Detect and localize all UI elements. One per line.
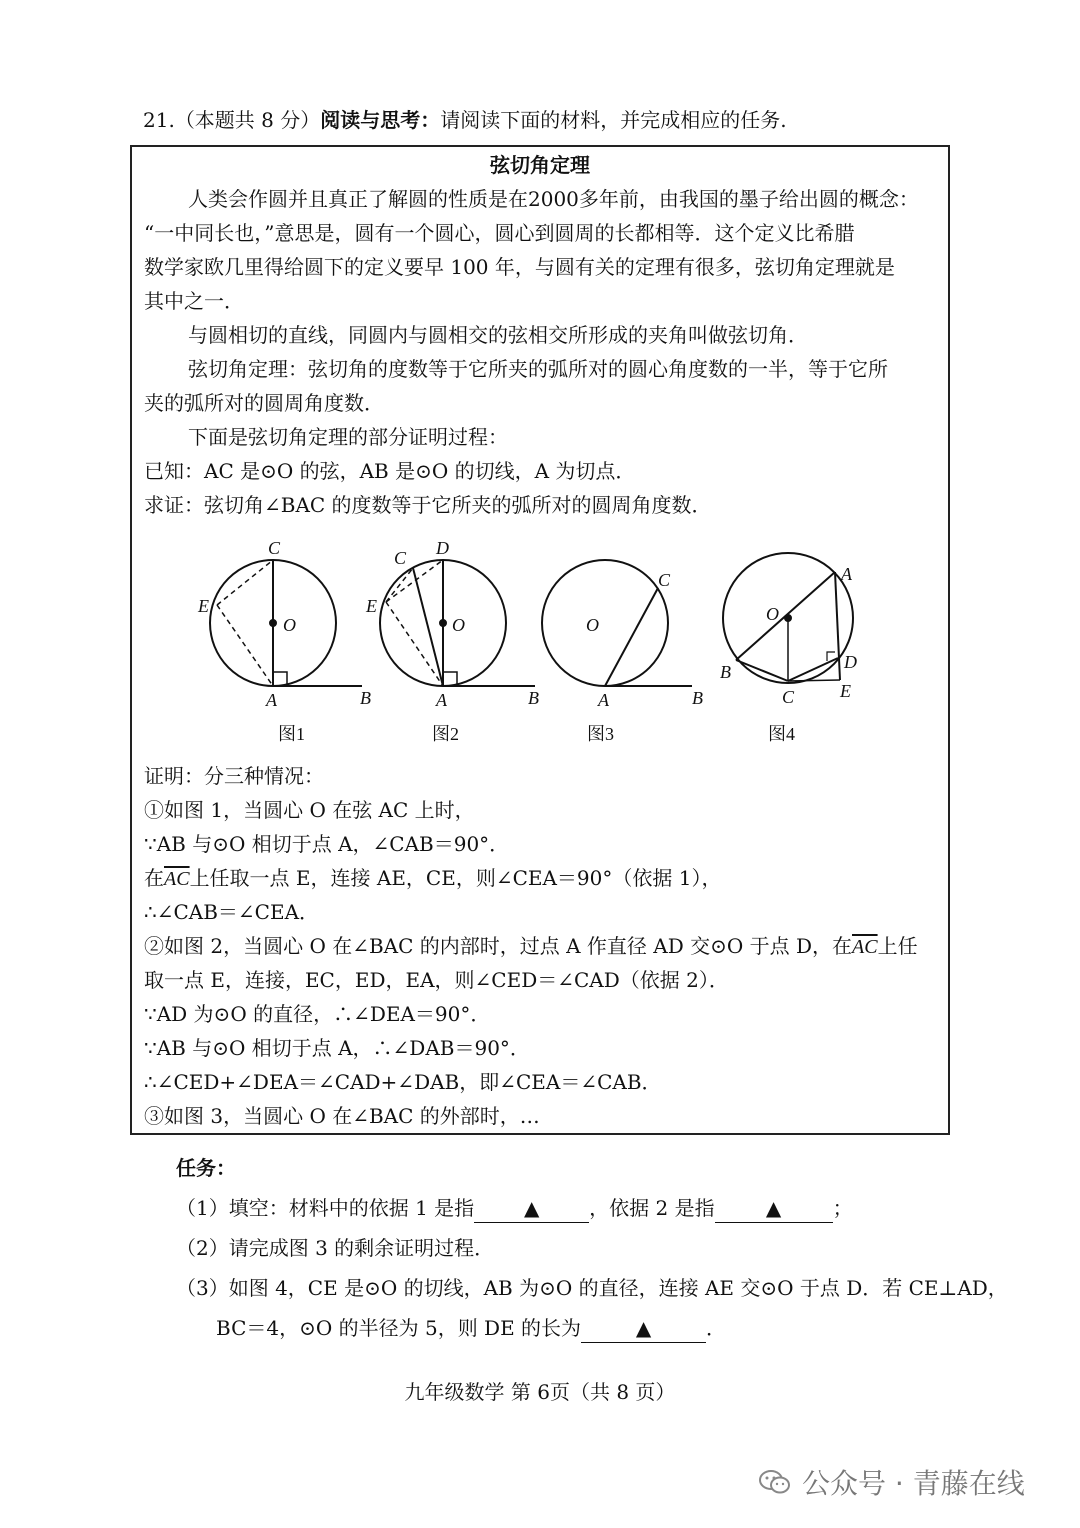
fig2-label-c: C xyxy=(394,548,407,568)
case1-line4: ∴∠CAB＝∠CEA． xyxy=(144,900,320,924)
case3-line1: ③如图 3，当圆心 O 在∠BAC 的外部时，… xyxy=(144,1104,540,1128)
task3-text-b: ． xyxy=(706,1316,727,1340)
fig2-label-b: B xyxy=(528,688,539,708)
para1-line4: 其中之一． xyxy=(144,289,244,313)
case2-line1-b: 上任 xyxy=(877,934,918,958)
fig2-label-a: A xyxy=(436,690,447,710)
question-instruction: 请阅读下面的材料，并完成相应的任务. xyxy=(440,108,787,132)
case2-arc: $\overline{AC}$ xyxy=(852,936,878,958)
fig4-label-o: O xyxy=(766,604,779,624)
fig1-label-a: A xyxy=(266,690,277,710)
case2-line1-a: ②如图 2，当圆心 O 在∠BAC 的内部时，过点 A 作直径 AD 交⊙O 于点 D，在 xyxy=(144,934,853,958)
fig3-label-c: C xyxy=(658,570,671,590)
task3-text-a: BC＝4，⊙O 的半径为 5，则 DE 的长为 xyxy=(216,1316,582,1340)
fig2-ea xyxy=(386,602,443,686)
wechat-icon xyxy=(758,1468,792,1496)
case1-line1: ①如图 1，当圆心 O 在弦 AC 上时， xyxy=(144,798,475,822)
figures-svg xyxy=(180,530,900,760)
known-statement: 已知：AC 是⊙O 的弦，AB 是⊙O 的切线，A 为切点． xyxy=(144,459,636,483)
proof-intro: 证明：分三种情况： xyxy=(144,764,324,788)
para2: 与圆相切的直线，同圆内与圆相交的弦相交所形成的夹角叫做弦切角． xyxy=(188,323,808,347)
case1-arc: $\overline{AC}$ xyxy=(164,868,190,890)
prove-statement: 求证：弦切角∠BAC 的度数等于它所夹的弧所对的圆周角度数． xyxy=(144,493,712,517)
case2-line2: 取一点 E，连接，EC，ED，EA，则∠CED＝∠CAD（依据 2）． xyxy=(144,968,729,992)
watermark-text: 公众号 · 青藤在线 xyxy=(802,1467,1025,1500)
fig1-label-c: C xyxy=(268,538,281,558)
fig2-caption: 图2 xyxy=(432,724,459,744)
task-1 xyxy=(176,1194,853,1223)
case2-line1 xyxy=(144,932,918,961)
fig3-label-b: B xyxy=(692,688,703,708)
fig2-label-e: E xyxy=(366,596,377,616)
fig3-chord-ac xyxy=(605,588,658,686)
task1-blank-2[interactable]: ▲ xyxy=(715,1194,833,1223)
question-heading xyxy=(143,106,787,134)
fig4-label-e: E xyxy=(840,681,851,701)
para3-line1: 弦切角定理：弦切角的度数等于它所夹的弧所对的圆心角度数的一半，等于它所 xyxy=(188,357,888,381)
fig3-caption: 图3 xyxy=(587,724,614,744)
task1-text-a: （1）填空：材料中的依据 1 是指 xyxy=(176,1196,475,1220)
task1-blank-1[interactable]: ▲ xyxy=(474,1194,589,1223)
task-3-line1: （3）如图 4，CE 是⊙O 的切线，AB 为⊙O 的直径，连接 AE 交⊙O 于点 D．若 CE⊥AD， xyxy=(176,1276,1008,1300)
fig4-label-d: D xyxy=(844,652,857,672)
task3-blank[interactable]: ▲ xyxy=(581,1314,706,1343)
fig3-label-o: O xyxy=(586,615,599,635)
fig2-chord-ac xyxy=(413,568,443,686)
task-3-line2 xyxy=(216,1314,726,1343)
fig3-label-a: A xyxy=(598,690,609,710)
case2-line5: ∴∠CED+∠DEA＝∠CAD+∠DAB，即∠CEA＝∠CAB． xyxy=(144,1070,662,1094)
fig4-center xyxy=(785,615,791,621)
figures-row xyxy=(180,530,900,760)
case1-line3-a: 在 xyxy=(144,866,164,890)
fig1-label-e: E xyxy=(198,596,209,616)
fig1-label-b: B xyxy=(360,688,371,708)
page-footer: 九年级数学 第 6页（共 8 页） xyxy=(404,1380,676,1404)
para1-line2: “一中同长也，”意思是，圆有一个圆心，圆心到圆周的长都相等．这个定义比希腊 xyxy=(144,221,855,245)
question-points: （本题共 8 分） xyxy=(174,108,321,132)
fig4-ae xyxy=(835,572,840,680)
fig1-caption: 图1 xyxy=(278,724,305,744)
para1-line1: 人类会作圆并且真正了解圆的性质是在2000多年前，由我国的墨子给出圆的概念： xyxy=(188,187,919,211)
fig2-label-o: O xyxy=(452,615,465,635)
case1-line2: ∵AB 与⊙O 相切于点 A，∠CAB＝90°． xyxy=(144,832,510,856)
para1-line3: 数学家欧几里得给圆下的定义要早 100 年，与圆有关的定理有很多，弦切角定理就是 xyxy=(144,255,895,279)
fig4-label-a: A xyxy=(841,564,852,584)
case2-line3: ∵AD 为⊙O 的直径，∴∠DEA＝90°． xyxy=(144,1002,491,1026)
fig4-label-c: C xyxy=(782,687,795,707)
fig3-circle xyxy=(542,560,668,686)
task1-text-c: ； xyxy=(832,1196,853,1220)
tasks-heading: 任务： xyxy=(176,1156,236,1180)
task1-text-b: ，依据 2 是指 xyxy=(589,1196,715,1220)
para3-line2: 夹的弧所对的圆周角度数． xyxy=(144,391,384,415)
material-title: 弦切角定理 xyxy=(490,153,590,177)
case2-line4: ∵AB 与⊙O 相切于点 A，∴∠DAB＝90°． xyxy=(144,1036,530,1060)
task-2: （2）请完成图 3 的剩余证明过程． xyxy=(176,1236,495,1260)
fig4-tangent-ce xyxy=(788,680,840,681)
figure-4 xyxy=(723,553,853,683)
question-label: 阅读与思考： xyxy=(320,108,441,132)
case1-line3-b: 上任取一点 E，连接 AE，CE，则∠CEA＝90°（依据 1）， xyxy=(189,866,722,890)
fig2-label-d: D xyxy=(436,538,449,558)
case1-line3 xyxy=(144,864,721,893)
para4: 下面是弦切角定理的部分证明过程： xyxy=(188,425,508,449)
fig2-center xyxy=(440,620,446,626)
watermark xyxy=(758,1462,1025,1502)
fig4-caption: 图4 xyxy=(768,724,795,744)
question-number: 21. xyxy=(143,108,175,132)
fig4-label-b: B xyxy=(720,662,731,682)
fig1-label-o: O xyxy=(283,615,296,635)
fig1-ea xyxy=(217,605,273,686)
fig1-center xyxy=(270,620,276,626)
